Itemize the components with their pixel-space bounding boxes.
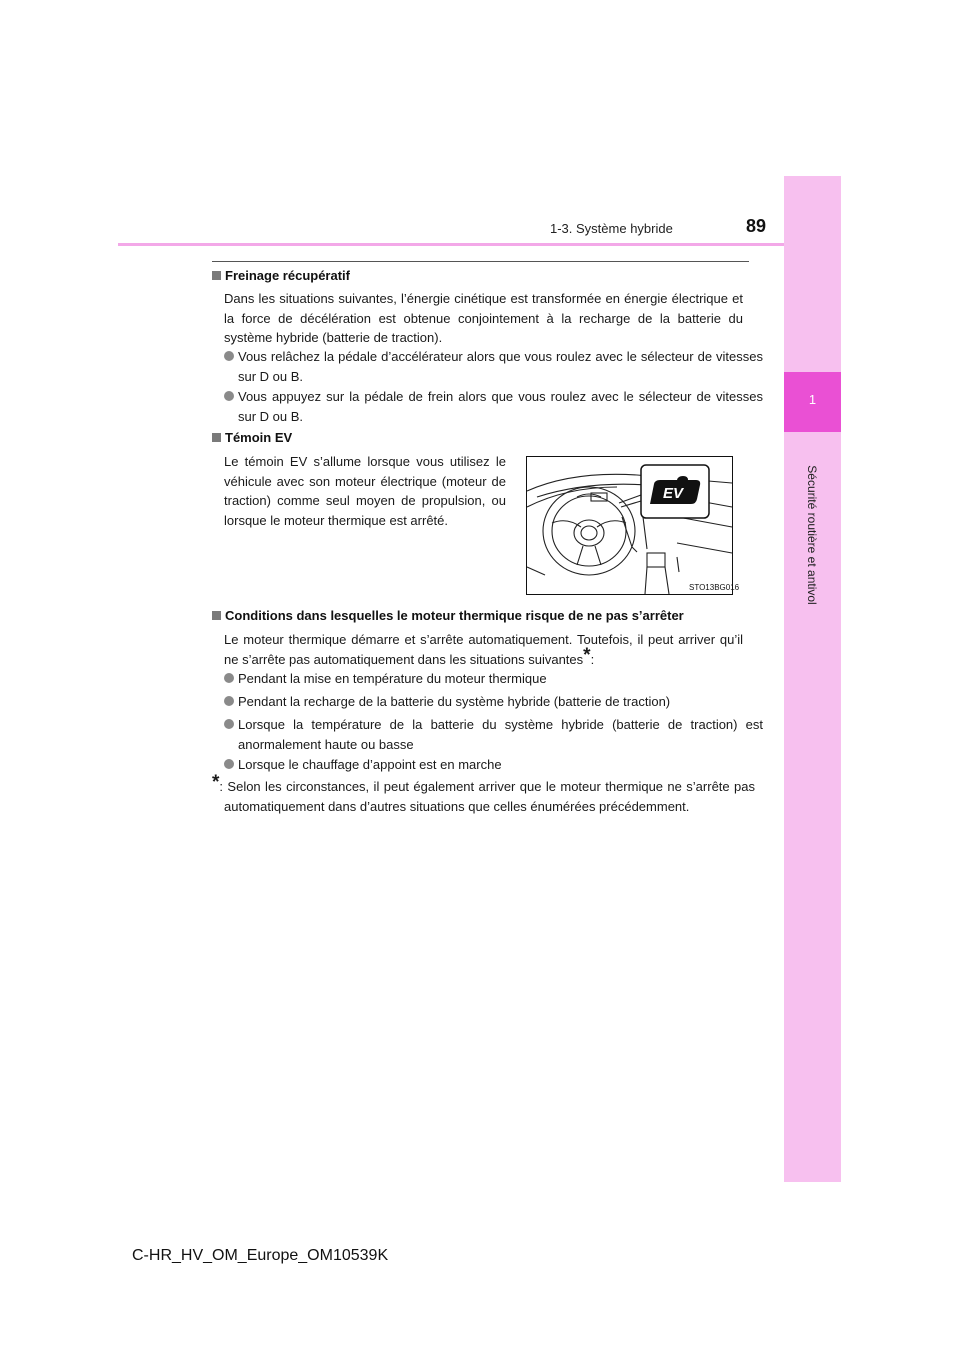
- conditions-bullet-4: [224, 755, 763, 775]
- conditions-bullet-4-text: Lorsque le chauffage d’appoint est en marche: [238, 757, 502, 772]
- square-bullet-icon: [212, 433, 221, 442]
- chapter-number: 1: [808, 392, 817, 407]
- header-divider: [118, 243, 784, 246]
- footnote-marker: *: [583, 644, 591, 666]
- conditions-intro-colon: :: [590, 651, 595, 667]
- heading-regen: [212, 268, 350, 283]
- round-bullet-icon: [224, 759, 234, 769]
- page-number: 89: [746, 216, 767, 236]
- heading-ev-text: Témoin EV: [225, 430, 293, 445]
- regen-bullet-2: [224, 387, 763, 426]
- conditions-intro-text: Le moteur thermique démarre et s’arrête automatiquement. Toutefois, il peut arriver qu’il ne s’arrête pas automatiquement dans les situations suivantes: [224, 632, 743, 667]
- dashboard-drawing: [527, 457, 732, 594]
- figure-code: STO13BG016: [689, 583, 740, 592]
- ev-indicator-label: EV: [662, 485, 684, 502]
- regen-bullet-2-text: Vous appuyez sur la pédale de frein alors que vous roulez avec le sélecteur de vitesses sur D ou B.: [238, 389, 763, 424]
- content-rule: [212, 261, 749, 262]
- conditions-bullet-1-text: Pendant la mise en température du moteur thermique: [238, 671, 547, 686]
- round-bullet-icon: [224, 719, 234, 729]
- side-tab-upper: [784, 176, 841, 372]
- heading-conditions-text: Conditions dans lesquelles le moteur thermique risque de ne pas s’arrêter: [225, 608, 684, 623]
- regen-intro: Dans les situations suivantes, l’énergie cinétique est transformée en énergie électrique et la force de décélération est obtenue conjointement à la recharge de la batterie du système hybride (batterie de traction).: [224, 291, 743, 345]
- conditions-bullet-1: [224, 669, 763, 689]
- regen-bullet-1-text: Vous relâchez la pédale d’accélérateur alors que vous roulez avec le sélecteur de vitesses sur D ou B.: [238, 349, 763, 384]
- heading-ev: [212, 430, 292, 445]
- footnote-text: : Selon les circonstances, il peut également arriver que le moteur thermique ne s’arrête pas automatiquement dans d’autres situations que celles énumérées précédemment.: [219, 779, 755, 814]
- heading-conditions: [212, 608, 684, 623]
- round-bullet-icon: [224, 696, 234, 706]
- document-id: C-HR_HV_OM_Europe_OM10539K: [132, 1247, 389, 1264]
- conditions-bullet-3-text: Lorsque la température de la batterie du système hybride (batterie de traction) est anormalement haute ou basse: [238, 717, 763, 752]
- conditions-bullet-2: [224, 692, 763, 712]
- dashboard-illustration: [526, 456, 740, 595]
- square-bullet-icon: [212, 611, 221, 620]
- conditions-bullet-2-text: Pendant la recharge de la batterie du système hybride (batterie de traction): [238, 694, 671, 709]
- square-bullet-icon: [212, 271, 221, 280]
- conditions-intro: [224, 630, 743, 669]
- section-title: 1-3. Système hybride: [550, 221, 673, 236]
- footnote: [212, 772, 755, 816]
- chapter-title: Sécurité routière et antivol: [805, 465, 819, 605]
- round-bullet-icon: [224, 351, 234, 361]
- heading-regen-text: Freinage récupératif: [225, 268, 350, 283]
- footnote-star: *: [212, 772, 220, 793]
- round-bullet-icon: [224, 673, 234, 683]
- round-bullet-icon: [224, 391, 234, 401]
- conditions-bullet-3: [224, 715, 763, 754]
- ev-text: Le témoin EV s’allume lorsque vous utilisez le véhicule avec son moteur électrique (moteur de traction) comme seul moyen de propulsion, ou lorsque le moteur thermique est arrêté.: [224, 454, 506, 528]
- regen-bullet-1: [224, 347, 763, 386]
